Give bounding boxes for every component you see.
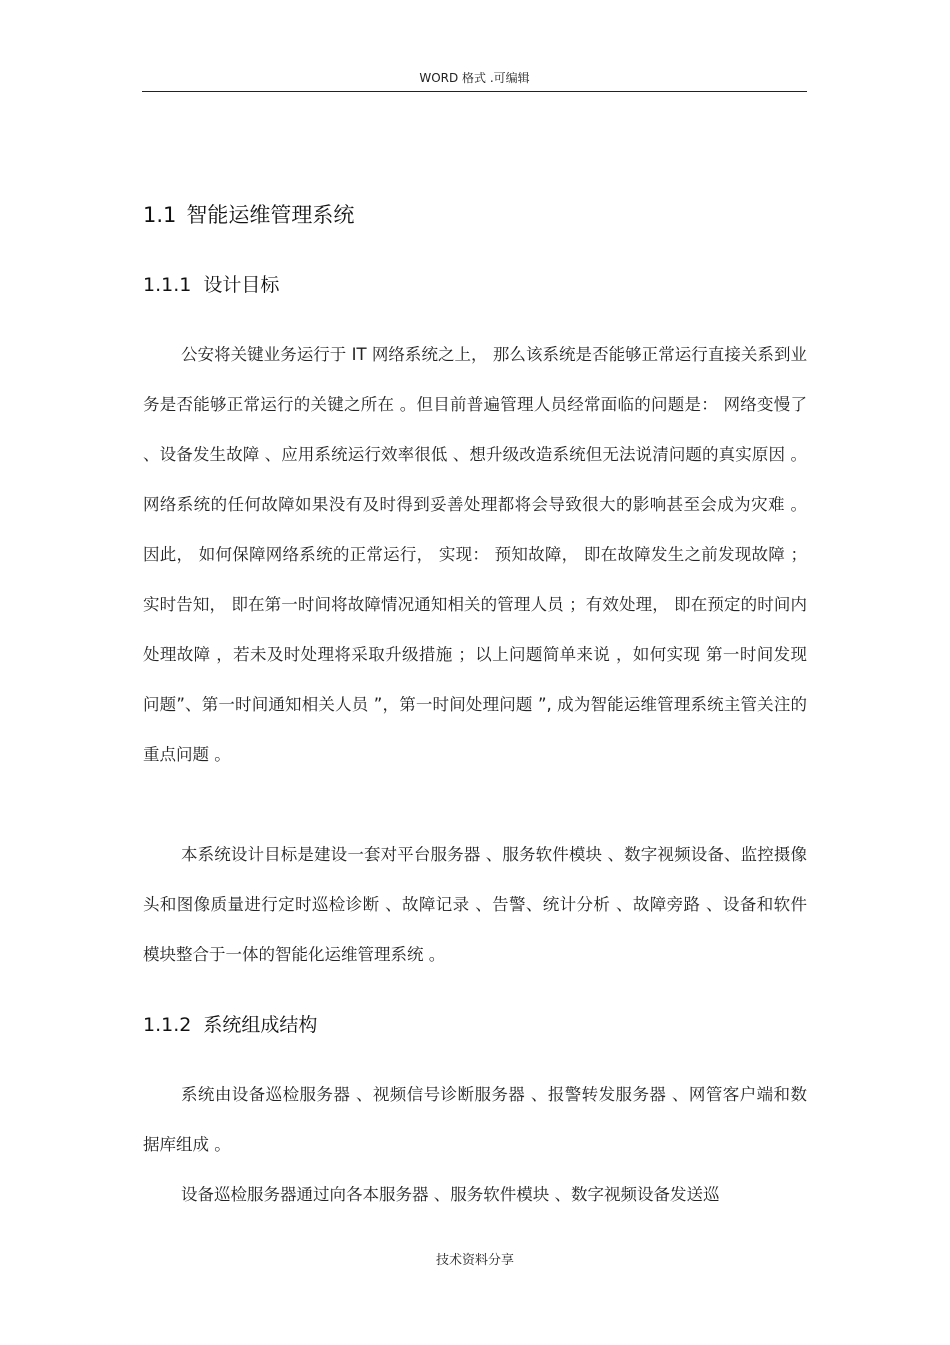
section-number: 1.1	[143, 203, 177, 227]
paragraph-design-goal-2: 本系统设计目标是建设一套对平台服务器 、服务软件模块 、数字视频设备、监控摄像头和图像质量进行定时巡检诊断 、故障记录 、告警、统计分析 、故障旁路 、设备和软件模块整合于一体的智能化运维管理系统 。	[143, 845, 807, 964]
paragraph-structure-2: 设备巡检服务器通过向各本服务器 、服务软件模块 、数字视频设备发送巡	[181, 1185, 720, 1204]
subsection-heading-system-structure	[143, 1011, 317, 1039]
header-divider	[142, 91, 807, 92]
subsection-number: 1.1.2	[143, 1014, 192, 1036]
paragraph-design-goal-1: 公安将关键业务运行于 IT 网络系统之上， 那么该系统是否能够正常运行直接关系到业务是否能够正常运行的关键之所在 。但目前普遍管理人员经常面临的问题是： 网络变慢了 、设备发生故障 、应用系统运行效率很低 、想升级改造系统但无法说清问题的真实原因 。 网络系统的任何故障如果没有及时得到妥善处理都将会导致很大的影响甚至会成为灾难 。因此， 如何保障网络系统的正常运行， 实现： 预知故障， 即在故障发生之前发现故障 ；实时告知， 即在第一时间将故障情况通知相关的管理人员 ；有效处理， 即在预定的时间内处理故障 ，若未及时处理将采取升级措施 ；以上问题简单来说 ，如何实现 第一时间发现问题”、第一时间通知相关人员 ”，第一时间处理问题 ”, 成为智能运维管理系统主管关注的重点问题 。	[143, 345, 807, 764]
subsection-number: 1.1.1	[143, 274, 192, 296]
page-footer: 技术资料分享	[435, 1253, 514, 1268]
section-title: 智能运维管理系统	[186, 203, 355, 227]
page-header: WORD 格式 .可编辑	[419, 71, 530, 85]
paragraph-structure-1: 系统由设备巡检服务器 、视频信号诊断服务器 、报警转发服务器 、网管客户端和数据库组成 。	[143, 1085, 807, 1154]
subsection-title: 系统组成结构	[203, 1014, 318, 1036]
subsection-title: 设计目标	[203, 274, 280, 296]
section-heading	[143, 200, 354, 230]
subsection-heading-design-goal	[143, 271, 279, 299]
